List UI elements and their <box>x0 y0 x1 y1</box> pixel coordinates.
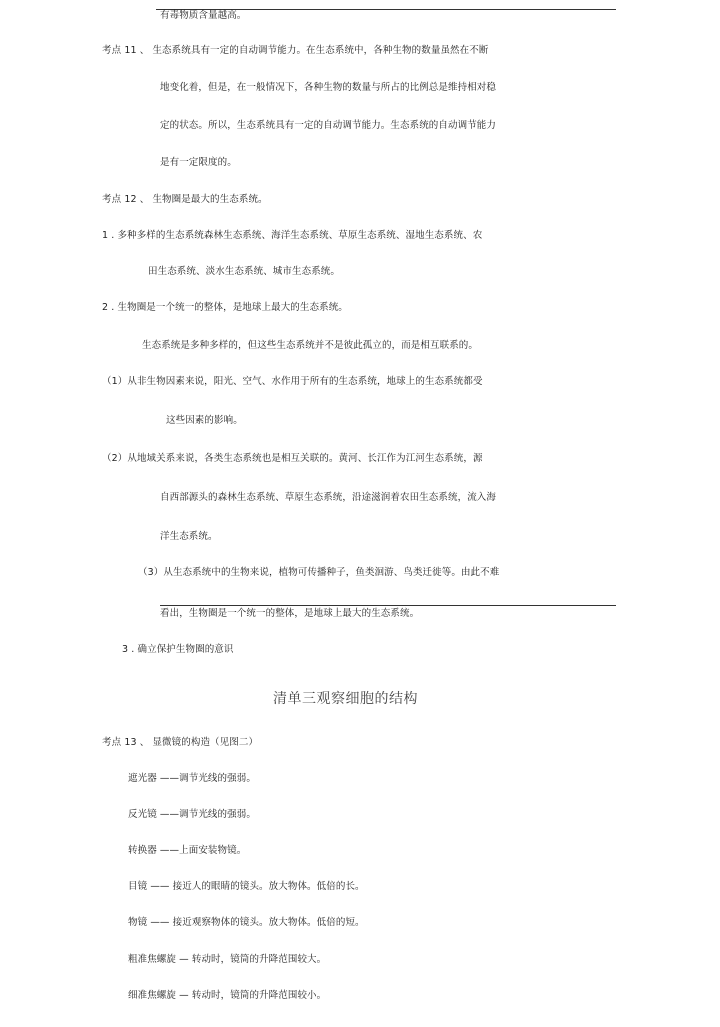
text-line: 2 . 生物圈是一个统一的整体，是地球上最大的生态系统。 <box>102 302 348 313</box>
text-line: 粗准焦螺旋 — 转动时，镜筒的升降范围较大。 <box>128 954 327 965</box>
text-line: 转换器 ——上面安装物镜。 <box>128 845 247 856</box>
text-line: 地变化着，但是，在一般情况下，各种生物的数量与所占的比例总是维持相对稳 <box>160 82 497 93</box>
text-line: 自西部源头的森林生态系统、草原生态系统，沿途滋润着农田生态系统，流入海 <box>160 492 497 503</box>
section-rule <box>160 605 616 606</box>
text-line: 田生态系统、淡水生态系统、城市生态系统。 <box>148 266 341 277</box>
text-line: 反光镜 ——调节光线的强弱。 <box>128 809 256 820</box>
text-line: 洋生态系统。 <box>160 531 218 542</box>
text-line: （3）从生态系统中的生物来说，植物可传播种子，鱼类洄游、鸟类迁徙等。由此不难 <box>138 567 500 578</box>
text-line: （2）从地域关系来说，各类生态系统也是相互关联的。黄河、长江作为江河生态系统，源 <box>102 453 483 464</box>
text-line: 生态系统是多种多样的，但这些生态系统并不是彼此孤立的，而是相互联系的。 <box>142 340 479 351</box>
text-line: 细准焦螺旋 — 转动时，镜筒的升降范围较小。 <box>128 990 327 1001</box>
text-line: 目镜 —— 接近人的眼睛的镜头。放大物体。低倍的长。 <box>128 881 365 892</box>
text-line: 是有一定限度的。 <box>160 157 237 168</box>
text-line: 这些因素的影响。 <box>166 415 243 426</box>
text-line: 遮光器 ——调节光线的强弱。 <box>128 773 256 784</box>
text-line: 定的状态。所以，生态系统具有一定的自动调节能力。生态系统的自动调节能力 <box>160 120 497 131</box>
text-line: 3 . 确立保护生物圈的意识 <box>122 644 234 655</box>
text-line: 考点 12 、 生物圈是最大的生态系统。 <box>102 194 268 205</box>
section-title: 清单三观察细胞的结构 <box>273 691 418 707</box>
text-line: 1 . 多种多样的生态系统森林生态系统、海洋生态系统、草原生态系统、湿地生态系统、农 <box>102 230 483 241</box>
text-line: 物镜 —— 接近观察物体的镜头。放大物体。低倍的短。 <box>128 917 365 928</box>
text-line: 有毒物质含量越高。 <box>160 10 247 21</box>
text-line: （1）从非生物因素来说，阳光、空气、水作用于所有的生态系统，地球上的生态系统都受 <box>102 376 483 387</box>
text-line: 看出，生物圈是一个统一的整体，是地球上最大的生态系统。 <box>160 608 420 619</box>
text-line: 考点 13 、 显微镜的构造（见图二） <box>102 737 259 748</box>
text-line: 考点 11 、 生态系统具有一定的自动调节能力。在生态系统中，各种生物的数量虽然在不断 <box>102 45 489 56</box>
